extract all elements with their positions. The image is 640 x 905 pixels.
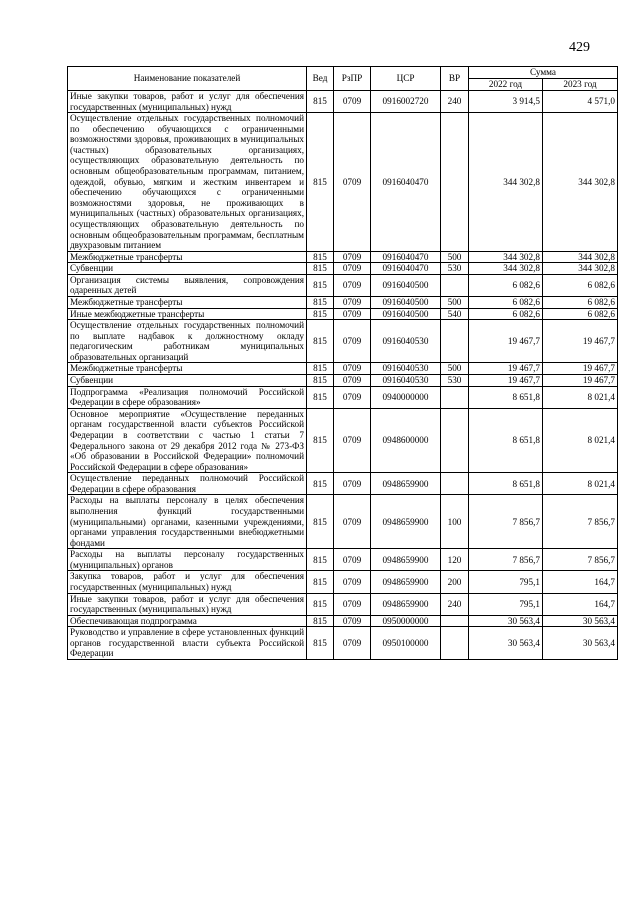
table-header: [68, 67, 618, 91]
row-csr: 0948659900: [371, 549, 441, 571]
row-rzpr: 0709: [334, 296, 371, 308]
table-row: [68, 473, 618, 495]
row-ved: 815: [307, 91, 334, 113]
row-rzpr: 0709: [334, 251, 371, 263]
header-sum: Сумма: [469, 67, 618, 79]
row-csr: 0948600000: [371, 408, 441, 472]
row-amount-2022: 6 082,6: [469, 308, 543, 320]
row-amount-2023: 344 302,8: [543, 113, 618, 252]
row-rzpr: 0709: [334, 274, 371, 296]
table-row: [68, 386, 618, 408]
table-row: [68, 408, 618, 472]
row-ved: 815: [307, 251, 334, 263]
row-amount-2023: 164,7: [543, 593, 618, 615]
row-name: Основное мероприятие «Осуществление переданных органам государственной власти субъектов Российской Федерации в соответствии с частью 1 статьи 7 Федерального закона от 29 декабря 2012 года № 273-ФЗ «Об образовании в Российской Федерации» полномочий Российской Федерации в сфере образования»: [68, 408, 307, 472]
row-name: Субвенции: [68, 375, 307, 387]
row-csr: 0916040530: [371, 320, 441, 363]
row-vr: [441, 408, 469, 472]
row-amount-2022: 19 467,7: [469, 363, 543, 375]
header-year-2023: 2023 год: [543, 79, 618, 91]
row-name: Осуществление отдельных государственных полномочий по обеспечению обучающихся с ограниченными возможностями здоровья, проживающих в муниципальных (частных) образовательных организациях, осуществляющих образовательную деятельность по основным общеобразовательным программам, питанием, одеждой, обувью, мягким и жестким инвентарем и обеспечению обучающихся с ограниченными возможностями здоровья, не проживающих в муниципальных (частных) образовательных организациях, осуществляющих образовательную деятельность по основным общеобразовательным программам, бесплатным двухразовым питанием: [68, 113, 307, 252]
row-vr: [441, 615, 469, 627]
row-amount-2022: 795,1: [469, 571, 543, 593]
page-number: 429: [569, 40, 590, 55]
header-vr: ВР: [441, 67, 469, 91]
row-amount-2023: 8 021,4: [543, 473, 618, 495]
row-amount-2022: 344 302,8: [469, 113, 543, 252]
row-amount-2023: 164,7: [543, 571, 618, 593]
row-csr: 0948659900: [371, 593, 441, 615]
row-amount-2023: 8 021,4: [543, 408, 618, 472]
table-row: [68, 308, 618, 320]
row-csr: 0948659900: [371, 473, 441, 495]
row-csr: 0916040500: [371, 274, 441, 296]
row-vr: 240: [441, 593, 469, 615]
row-amount-2022: 6 082,6: [469, 274, 543, 296]
row-vr: [441, 473, 469, 495]
row-amount-2023: 344 302,8: [543, 263, 618, 275]
row-amount-2022: 8 651,8: [469, 386, 543, 408]
header-rzpr: РзПР: [334, 67, 371, 91]
row-csr: 0948659900: [371, 495, 441, 549]
row-name: Иные межбюджетные трансферты: [68, 308, 307, 320]
row-ved: 815: [307, 274, 334, 296]
row-vr: 100: [441, 495, 469, 549]
table-row: [68, 495, 618, 549]
row-vr: 500: [441, 251, 469, 263]
row-rzpr: 0709: [334, 386, 371, 408]
row-vr: [441, 274, 469, 296]
row-name: Межбюджетные трансферты: [68, 296, 307, 308]
row-amount-2022: 344 302,8: [469, 263, 543, 275]
table-row: [68, 274, 618, 296]
row-amount-2022: 7 856,7: [469, 495, 543, 549]
row-amount-2023: 6 082,6: [543, 274, 618, 296]
row-amount-2023: 19 467,7: [543, 375, 618, 387]
row-amount-2022: 19 467,7: [469, 375, 543, 387]
row-rzpr: 0709: [334, 363, 371, 375]
row-amount-2022: 3 914,5: [469, 91, 543, 113]
row-csr: 0948659900: [371, 571, 441, 593]
row-ved: 815: [307, 593, 334, 615]
row-ved: 815: [307, 363, 334, 375]
row-name: Закупка товаров, работ и услуг для обеспечения государственных (муниципальных) нужд: [68, 571, 307, 593]
row-ved: 815: [307, 571, 334, 593]
row-vr: [441, 386, 469, 408]
table-row: [68, 571, 618, 593]
row-amount-2022: 19 467,7: [469, 320, 543, 363]
row-name: Организация системы выявления, сопровождения одаренных детей: [68, 274, 307, 296]
row-name: Осуществление отдельных государственных полномочий по выплате надбавок к должностному окладу педагогическим работникам муниципальных образовательных организаций: [68, 320, 307, 363]
row-amount-2022: 6 082,6: [469, 296, 543, 308]
row-vr: 200: [441, 571, 469, 593]
row-name: Обеспечивающая подпрограмма: [68, 615, 307, 627]
row-name: Расходы на выплаты персоналу государственных (муниципальных) органов: [68, 549, 307, 571]
row-csr: 0916040470: [371, 263, 441, 275]
row-name: Субвенции: [68, 263, 307, 275]
row-vr: 500: [441, 363, 469, 375]
row-amount-2023: 6 082,6: [543, 308, 618, 320]
row-csr: 0916040500: [371, 308, 441, 320]
row-amount-2023: 19 467,7: [543, 320, 618, 363]
table-body: [68, 91, 618, 660]
table-row: [68, 549, 618, 571]
row-rzpr: 0709: [334, 615, 371, 627]
row-vr: 500: [441, 296, 469, 308]
header-name: Наименование показателей: [68, 67, 307, 91]
row-rzpr: 0709: [334, 113, 371, 252]
row-rzpr: 0709: [334, 320, 371, 363]
row-amount-2023: 8 021,4: [543, 386, 618, 408]
row-rzpr: 0709: [334, 549, 371, 571]
table-row: [68, 375, 618, 387]
row-vr: 240: [441, 91, 469, 113]
row-rzpr: 0709: [334, 91, 371, 113]
table-row: [68, 251, 618, 263]
row-vr: 530: [441, 375, 469, 387]
row-ved: 815: [307, 320, 334, 363]
row-csr: 0950000000: [371, 615, 441, 627]
row-name: Межбюджетные трансферты: [68, 251, 307, 263]
row-amount-2023: 7 856,7: [543, 495, 618, 549]
table-row: [68, 363, 618, 375]
row-ved: 815: [307, 296, 334, 308]
row-amount-2022: 795,1: [469, 593, 543, 615]
row-vr: 540: [441, 308, 469, 320]
row-amount-2022: 7 856,7: [469, 549, 543, 571]
row-amount-2022: 30 563,4: [469, 627, 543, 660]
row-ved: 815: [307, 113, 334, 252]
header-ved: Вед: [307, 67, 334, 91]
row-amount-2023: 7 856,7: [543, 549, 618, 571]
row-ved: 815: [307, 386, 334, 408]
row-amount-2023: 30 563,4: [543, 615, 618, 627]
row-csr: 0916002720: [371, 91, 441, 113]
table-row: [68, 263, 618, 275]
row-ved: 815: [307, 308, 334, 320]
row-vr: [441, 320, 469, 363]
header-csr: ЦСР: [371, 67, 441, 91]
row-name: Осуществление переданных полномочий Российской Федерации в сфере образования: [68, 473, 307, 495]
row-rzpr: 0709: [334, 473, 371, 495]
row-ved: 815: [307, 615, 334, 627]
row-csr: 0916040530: [371, 363, 441, 375]
row-csr: 0950100000: [371, 627, 441, 660]
row-rzpr: 0709: [334, 375, 371, 387]
row-amount-2023: 344 302,8: [543, 251, 618, 263]
row-amount-2023: 6 082,6: [543, 296, 618, 308]
row-name: Межбюджетные трансферты: [68, 363, 307, 375]
row-rzpr: 0709: [334, 571, 371, 593]
row-name: Иные закупки товаров, работ и услуг для обеспечения государственных (муниципальных) нужд: [68, 91, 307, 113]
table-row: [68, 320, 618, 363]
row-rzpr: 0709: [334, 593, 371, 615]
table-row: [68, 615, 618, 627]
row-amount-2022: 8 651,8: [469, 473, 543, 495]
row-rzpr: 0709: [334, 308, 371, 320]
row-ved: 815: [307, 263, 334, 275]
table-row: [68, 91, 618, 113]
row-name: Подпрограмма «Реализация полномочий Российской Федерации в сфере образования»: [68, 386, 307, 408]
row-ved: 815: [307, 408, 334, 472]
row-vr: [441, 113, 469, 252]
row-ved: 815: [307, 375, 334, 387]
row-name: Расходы на выплаты персоналу в целях обеспечения выполнения функций государственными (муниципальными) органами, казенными учреждениями, органами управления государственными внебюджетными фондами: [68, 495, 307, 549]
row-name: Руководство и управление в сфере установленных функций органов государственной власти субъекта Российской Федерации: [68, 627, 307, 660]
row-amount-2022: 8 651,8: [469, 408, 543, 472]
row-rzpr: 0709: [334, 263, 371, 275]
row-csr: 0916040470: [371, 113, 441, 252]
row-vr: 120: [441, 549, 469, 571]
row-amount-2023: 30 563,4: [543, 627, 618, 660]
row-vr: [441, 627, 469, 660]
row-name: Иные закупки товаров, работ и услуг для обеспечения государственных (муниципальных) нужд: [68, 593, 307, 615]
table-row: [68, 627, 618, 660]
row-amount-2023: 4 571,0: [543, 91, 618, 113]
row-csr: 0916040530: [371, 375, 441, 387]
row-csr: 0940000000: [371, 386, 441, 408]
row-ved: 815: [307, 549, 334, 571]
budget-table: [67, 66, 618, 660]
row-ved: 815: [307, 495, 334, 549]
row-rzpr: 0709: [334, 627, 371, 660]
row-ved: 815: [307, 473, 334, 495]
table-row: [68, 113, 618, 252]
row-amount-2023: 19 467,7: [543, 363, 618, 375]
table-row: [68, 593, 618, 615]
row-amount-2022: 344 302,8: [469, 251, 543, 263]
row-rzpr: 0709: [334, 408, 371, 472]
header-year-2022: 2022 год: [469, 79, 543, 91]
row-csr: 0916040500: [371, 296, 441, 308]
row-vr: 530: [441, 263, 469, 275]
row-rzpr: 0709: [334, 495, 371, 549]
row-ved: 815: [307, 627, 334, 660]
row-csr: 0916040470: [371, 251, 441, 263]
table-row: [68, 296, 618, 308]
row-amount-2022: 30 563,4: [469, 615, 543, 627]
